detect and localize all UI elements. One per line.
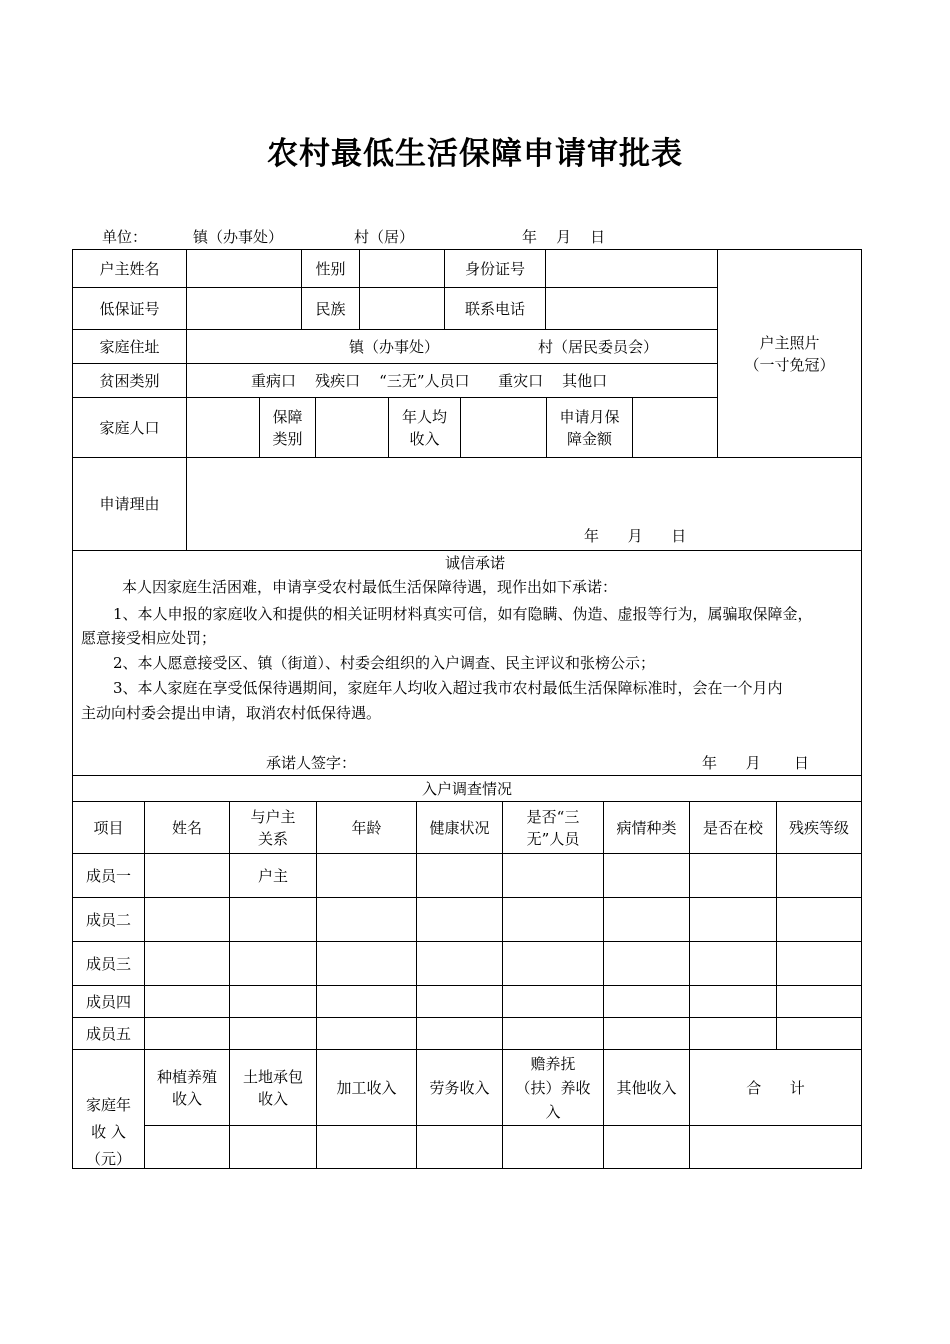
reason-date: 年 月 日: [584, 527, 687, 545]
reason-field[interactable]: [186, 457, 861, 550]
unit-town: 镇（办事处）: [193, 228, 284, 246]
member-label: 成员二: [72, 897, 144, 941]
member-age-field[interactable]: [316, 897, 416, 941]
address-town: 镇（办事处）: [349, 337, 440, 356]
member-disability-field[interactable]: [776, 853, 861, 897]
member-label: 成员五: [72, 1017, 144, 1049]
member-health-field[interactable]: [416, 853, 502, 897]
survey-header-relation: 与户主关系: [229, 801, 316, 853]
member-sanwu-field[interactable]: [502, 897, 603, 941]
reason-label: 申请理由: [72, 457, 186, 550]
family-pop-label: 家庭人口: [72, 397, 186, 457]
survey-header-health: 健康状况: [416, 801, 502, 853]
householder-name-label: 户主姓名: [72, 249, 186, 287]
member-name-field[interactable]: [144, 985, 229, 1017]
table-bottom-border: [72, 1168, 862, 1169]
address-label: 家庭住址: [72, 329, 186, 363]
member-sanwu-field[interactable]: [502, 941, 603, 985]
monthly-amount-field[interactable]: [632, 397, 717, 457]
survey-header-illness: 病情种类: [603, 801, 689, 853]
survey-header-item: 项目: [72, 801, 144, 853]
survey-heading: 入户调查情况: [72, 775, 861, 801]
photo-size-label: （一寸免冠）: [744, 355, 835, 374]
gender-field[interactable]: [359, 249, 444, 287]
income-header-labor: 劳务收入: [416, 1049, 502, 1125]
income-land-field[interactable]: [229, 1125, 316, 1168]
member-school-field[interactable]: [689, 897, 776, 941]
monthly-amount-label: [546, 397, 632, 457]
member-label: 成员三: [72, 941, 144, 985]
pledge-item3-line1: 3、本人家庭在享受低保待遇期间，家庭年人均收入超过我市农村最低生活保障标准时，会在一个月内: [113, 679, 783, 697]
member-relation[interactable]: [229, 897, 316, 941]
income-total-field[interactable]: [689, 1125, 861, 1168]
member-relation[interactable]: 户主: [229, 853, 316, 897]
survey-header-name: 姓名: [144, 801, 229, 853]
photo-box: [717, 249, 861, 457]
phone-label: 联系电话: [444, 287, 545, 329]
member-age-field[interactable]: [316, 985, 416, 1017]
member-health-field[interactable]: [416, 941, 502, 985]
monthly-amount-line2: 障金额: [566, 429, 612, 448]
member-disability-field[interactable]: [776, 985, 861, 1017]
survey-header-in-school: 是否在校: [689, 801, 776, 853]
member-illness-field[interactable]: [603, 1017, 689, 1049]
address-field[interactable]: [186, 329, 717, 363]
dibao-no-label: 低保证号: [72, 287, 186, 329]
poverty-type-options[interactable]: [186, 363, 717, 397]
phone-field[interactable]: [545, 287, 717, 329]
poverty-options-text: 重病口 残疾口 “三无”人员口 重灾口 其他口: [251, 371, 608, 390]
income-header-other: 其他收入: [603, 1049, 689, 1125]
unit-line: [0, 226, 950, 246]
income-header-total: 合 计: [689, 1049, 861, 1125]
income-label: 家庭年收 入（元）: [72, 1049, 144, 1168]
pledge-date: 年 月 日: [702, 754, 809, 772]
member-health-field[interactable]: [416, 897, 502, 941]
member-age-field[interactable]: [316, 941, 416, 985]
income-support-field[interactable]: [502, 1125, 603, 1168]
address-village: 村（居民委员会）: [538, 337, 659, 356]
pledge-item3-line2: 主动向村委会提出申请，取消农村低保待遇。: [81, 704, 382, 722]
id-number-label: 身份证号: [444, 249, 545, 287]
table-right-border: [861, 249, 862, 1169]
member-relation[interactable]: [229, 1017, 316, 1049]
householder-name-field[interactable]: [186, 249, 301, 287]
member-disability-field[interactable]: [776, 941, 861, 985]
ethnicity-label: 民族: [301, 287, 359, 329]
unit-label: 单位：: [102, 228, 148, 246]
unit-date: 年 月 日: [522, 228, 606, 246]
member-illness-field[interactable]: [603, 985, 689, 1017]
annual-income-line2: 收入: [409, 429, 440, 448]
survey-header-sanwu: 是否“三无”人员: [502, 801, 603, 853]
member-relation[interactable]: [229, 985, 316, 1017]
member-age-field[interactable]: [316, 853, 416, 897]
poverty-type-label: 贫困类别: [72, 363, 186, 397]
unit-village: 村（居）: [354, 228, 415, 246]
gender-label: 性别: [301, 249, 359, 287]
member-school-field[interactable]: [689, 1017, 776, 1049]
photo-label: 户主照片: [759, 333, 820, 352]
pledge-signer-label: 承诺人签字：: [266, 754, 357, 772]
pledge-item1-line2: 愿意接受相应处罚；: [81, 629, 217, 647]
income-planting-field[interactable]: [144, 1125, 229, 1168]
member-disability-field[interactable]: [776, 1017, 861, 1049]
member-name-field[interactable]: [144, 941, 229, 985]
member-school-field[interactable]: [689, 853, 776, 897]
family-pop-field[interactable]: [186, 397, 259, 457]
security-type-label: [259, 397, 315, 457]
member-illness-field[interactable]: [603, 941, 689, 985]
income-labor-field[interactable]: [416, 1125, 502, 1168]
monthly-amount-line1: 申请月保: [559, 407, 620, 426]
income-processing-field[interactable]: [316, 1125, 416, 1168]
pledge-heading: 诚信承诺: [444, 554, 505, 572]
income-other-field[interactable]: [603, 1125, 689, 1168]
member-illness-field[interactable]: [603, 853, 689, 897]
member-label: 成员一: [72, 853, 144, 897]
member-relation[interactable]: [229, 941, 316, 985]
member-sanwu-field[interactable]: [502, 985, 603, 1017]
survey-header-age: 年龄: [316, 801, 416, 853]
member-sanwu-field[interactable]: [502, 1017, 603, 1049]
member-label: 成员四: [72, 985, 144, 1017]
pledge-intro: 本人因家庭生活困难，申请享受农村最低生活保障待遇，现作出如下承诺：: [122, 578, 618, 596]
income-header-planting: 种植养殖收入: [144, 1049, 229, 1125]
survey-header-disability: 残疾等级: [776, 801, 861, 853]
id-number-field[interactable]: [545, 249, 717, 287]
page-title: 农村最低生活保障申请审批表: [267, 136, 683, 172]
member-disability-field[interactable]: [776, 897, 861, 941]
member-health-field[interactable]: [416, 985, 502, 1017]
security-type-line2: 类别: [272, 429, 303, 448]
member-school-field[interactable]: [689, 985, 776, 1017]
annual-income-field[interactable]: [460, 397, 546, 457]
security-type-field[interactable]: [315, 397, 388, 457]
pledge-item2: 2、本人愿意接受区、镇（街道）、村委会组织的入户调查、民主评议和张榜公示；: [113, 654, 656, 672]
member-health-field[interactable]: [416, 1017, 502, 1049]
income-header-processing: 加工收入: [316, 1049, 416, 1125]
member-age-field[interactable]: [316, 1017, 416, 1049]
member-name-field[interactable]: [144, 853, 229, 897]
pledge-item1-line1: 1、本人申报的家庭收入和提供的相关证明材料真实可信，如有隐瞒、伪造、虚报等行为，属骗取保障金，: [113, 605, 813, 623]
member-illness-field[interactable]: [603, 897, 689, 941]
annual-income-line1: 年人均: [401, 407, 447, 426]
member-name-field[interactable]: [144, 1017, 229, 1049]
income-header-support: 赡养抚（扶）养收入: [502, 1049, 603, 1125]
income-header-land: 土地承包收入: [229, 1049, 316, 1125]
security-type-line1: 保障: [272, 407, 303, 426]
dibao-no-field[interactable]: [186, 287, 301, 329]
member-name-field[interactable]: [144, 897, 229, 941]
member-school-field[interactable]: [689, 941, 776, 985]
member-sanwu-field[interactable]: [502, 853, 603, 897]
ethnicity-field[interactable]: [359, 287, 444, 329]
annual-income-label: [388, 397, 460, 457]
